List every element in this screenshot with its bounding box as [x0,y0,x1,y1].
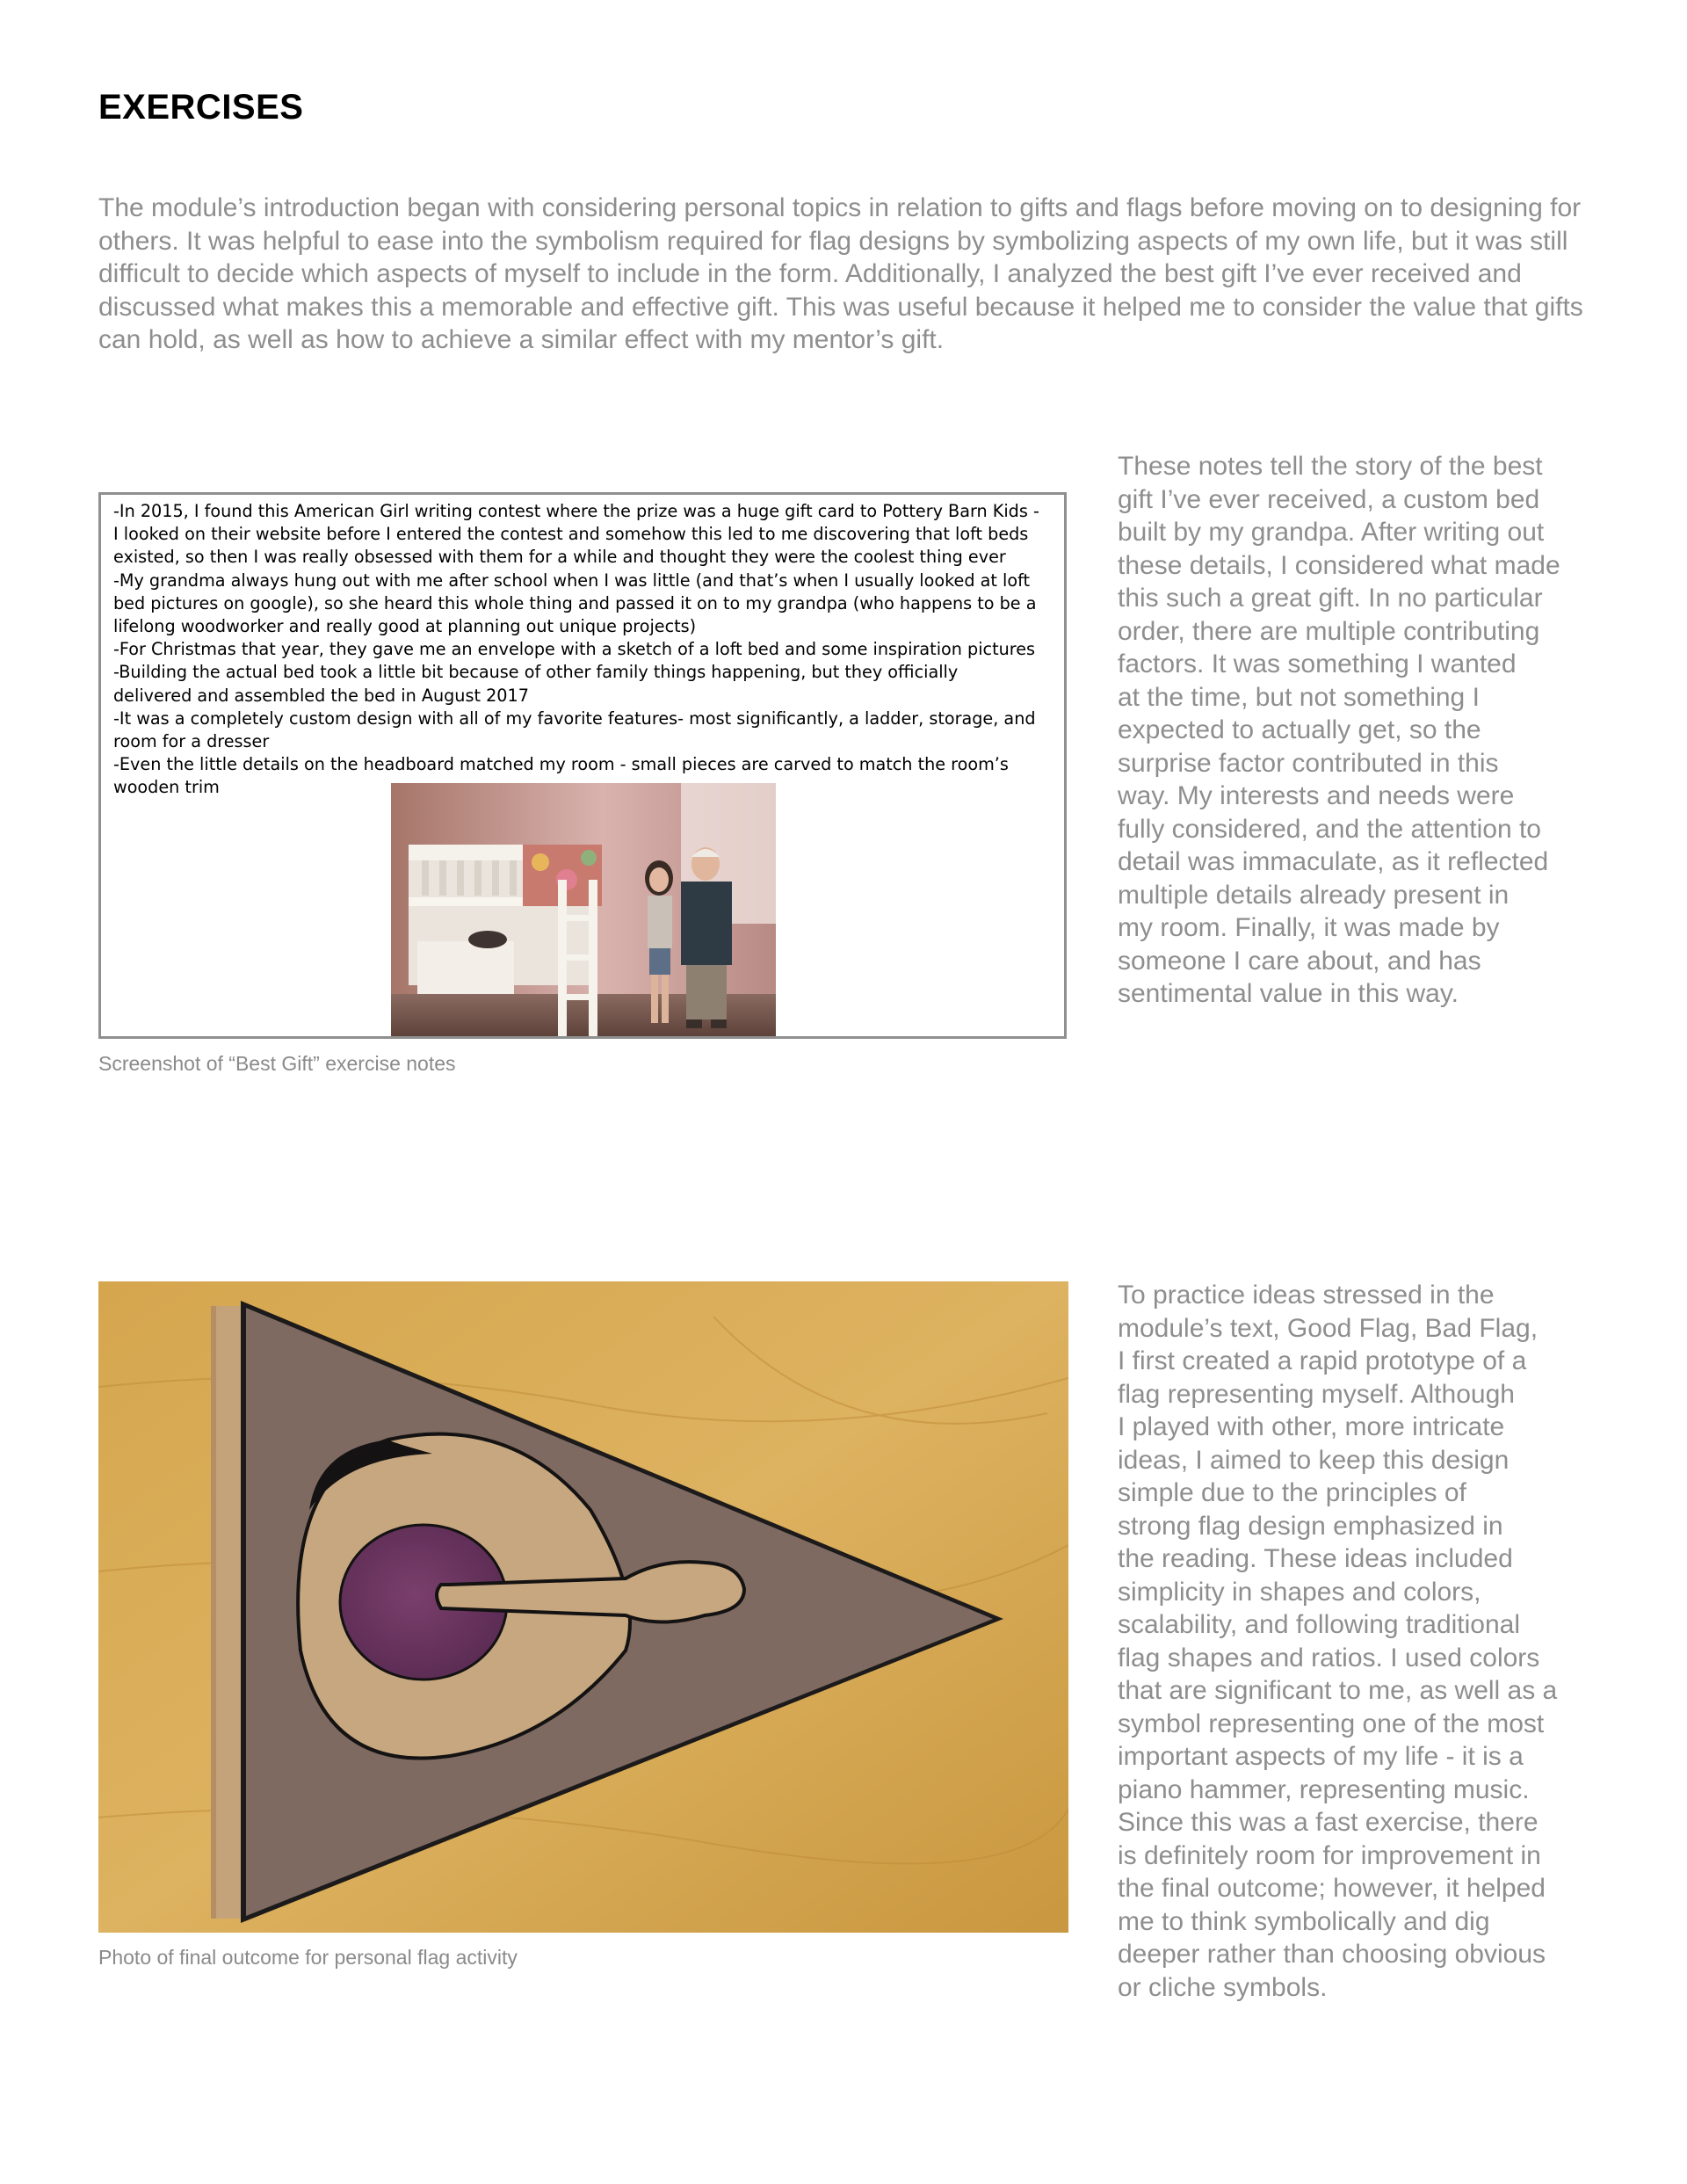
notes-line: room for a dresser [113,731,270,752]
best-gift-description [1118,450,1592,1011]
notes-line: -Building the actual bed took a little bit because of other family things happening, but they officially [113,662,959,683]
description-line: someone I care about, and has [1118,946,1481,976]
description-line: fully considered, and the attention to [1118,814,1541,844]
notes-line: -It was a completely custom design with all of my favorite features- most significantly, a ladder, storage, and [113,707,1036,729]
intro-paragraph: The module’s introduction began with considering personal topics in relation to gifts and flags before moving on to designing for others. It was helpful to ease into the symbolism required for flag designs by symbolizing aspects of my own life, but it was still difficult to decide which aspects of myself to include in the form. Additionally, I analyzed the best gift I’ve ever received and discussed what makes this a memorable and effective gift. This was useful because it helped me to consider the value that gifts can hold, as well as how to achieve a similar effect with my mentor’s gift. [98,193,1583,354]
description-line: me to think symbolically and dig [1118,1906,1490,1936]
description-line: flag representing myself. Although [1118,1379,1515,1409]
notes-line: wooden trim [113,777,220,798]
description-line: multiple details already present in [1118,880,1510,910]
description-line: symbol representing one of the most [1118,1709,1545,1738]
description-line: module’s text, Good Flag, Bad Flag, [1118,1313,1539,1343]
best-gift-notes-screenshot [98,492,1067,1039]
notes-line: -Even the little details on the headboard matched my room - small pieces are carved to match the room’s [113,754,1009,775]
description-line: or cliche symbols. [1118,1972,1328,2002]
description-line: this such a great gift. In no particular [1118,584,1543,613]
description-line: the final outcome; however, it helped [1118,1874,1546,1903]
notes-line: delivered and assembled the bed in August 2017 [113,685,529,706]
notes-line: -For Christmas that year, they gave me an envelope with a sketch of a loft bed and some inspiration pictures [113,639,1036,660]
description-line: I first created a rapid prototype of a [1118,1346,1527,1375]
description-line: the reading. These ideas included [1118,1544,1513,1573]
description-line: I played with other, more intricate [1118,1412,1505,1441]
description-line: built by my grandpa. After writing out [1118,518,1545,547]
description-line: scalability, and following traditional [1118,1610,1521,1639]
description-line: important aspects of my life - it is a [1118,1742,1524,1771]
bed-photo [391,783,776,1039]
flag-caption: Photo of final outcome for personal flag activity [98,1946,518,1969]
description-line: gift I’ve ever received, a custom bed [1118,484,1540,514]
description-line: strong flag design emphasized in [1118,1511,1503,1541]
description-line: sentimental value in this way. [1118,979,1459,1008]
description-line: expected to actually get, so the [1118,715,1481,744]
notes-line: -In 2015, I found this American Girl writing contest where the prize was a huge gift card to Pottery Barn Kids - [113,501,1039,521]
description-line: that are significant to me, as well as a [1118,1676,1558,1705]
description-line: piano hammer, representing music. [1118,1774,1530,1804]
description-line: simplicity in shapes and colors, [1118,1577,1481,1607]
notes-line: I looked on their website before I entered the contest and somehow this led to me discovering that loft beds [113,524,1029,545]
section-heading: EXERCISES [98,88,304,127]
notes-line: lifelong woodworker and really good at planning out unique projects) [113,616,697,637]
description-line: way. My interests and needs were [1118,781,1515,810]
description-line: ideas, I aimed to keep this design [1118,1445,1510,1475]
description-line: at the time, but not something I [1118,682,1480,712]
description-line: these details, I considered what made [1118,550,1560,580]
best-gift-caption: Screenshot of “Best Gift” exercise notes [98,1052,456,1075]
description-line: Since this was a fast exercise, there [1118,1808,1539,1837]
description-line: These notes tell the story of the best [1118,452,1543,481]
description-line: To practice ideas stressed in the [1118,1281,1495,1310]
notes-line: existed, so then I was really obsessed with them for a while and thought they were the coolest thing ever [113,547,1006,568]
notes-line: -My grandma always hung out with me after school when I was little (and that’s when I usually looked at loft [113,570,1031,591]
description-line: flag shapes and ratios. I used colors [1118,1643,1540,1672]
description-line: my room. Finally, it was made by [1118,913,1500,942]
flag-photo [98,1281,1068,1933]
flag-description [1118,1279,1592,2004]
notes-text [113,500,1053,800]
description-line: order, there are multiple contributing [1118,616,1540,646]
notes-line: bed pictures on google), so she heard this whole thing and passed it on to my grandpa (who happens to be a [113,592,1037,613]
description-line: is definitely room for improvement in [1118,1840,1541,1870]
description-line: surprise factor contributed in this [1118,748,1499,778]
description-line: factors. It was something I wanted [1118,649,1517,678]
description-line: detail was immaculate, as it reflected [1118,847,1549,876]
description-line: simple due to the principles of [1118,1478,1466,1507]
description-line: deeper rather than choosing obvious [1118,1940,1546,1969]
